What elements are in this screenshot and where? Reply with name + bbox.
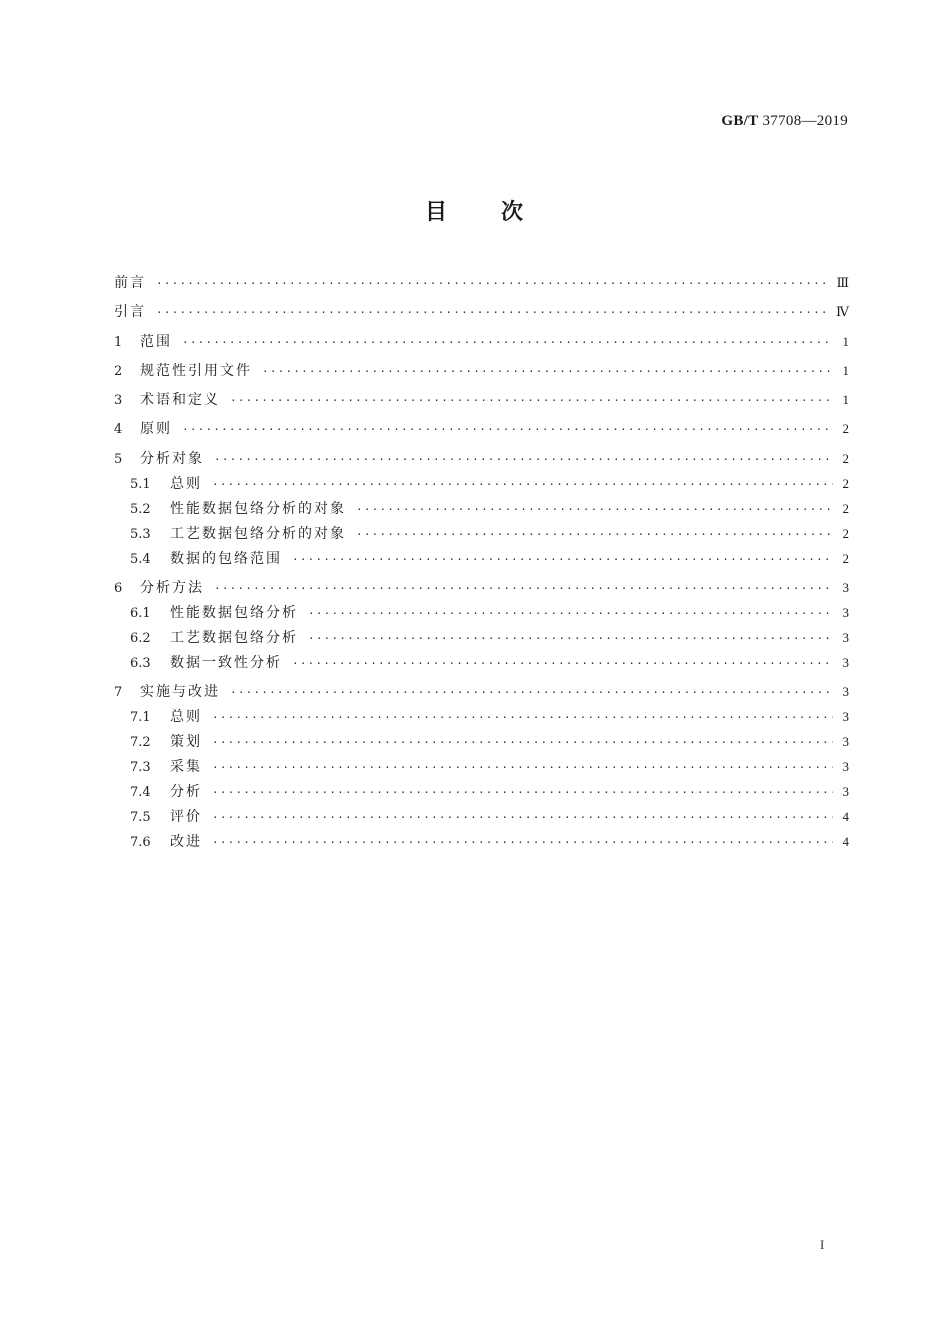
toc-entry-number: 7.1: [130, 710, 151, 726]
dot-leader: [308, 601, 833, 626]
toc-entry-number: 5.1: [130, 476, 151, 492]
toc-entry-number: 2: [114, 363, 123, 379]
page-title: [0, 195, 950, 226]
toc-entry-page: 2: [842, 525, 849, 541]
dot-leader: [156, 271, 828, 296]
dot-leader: [308, 626, 833, 651]
dot-leader: [292, 651, 833, 676]
toc-entry-number: 7.3: [130, 760, 151, 776]
toc-entry-page: 1: [842, 362, 849, 378]
toc-entry[interactable]: [114, 329, 849, 354]
toc-entry-number: 6.3: [130, 656, 151, 672]
toc-entry-page: 2: [842, 550, 849, 566]
toc-entry[interactable]: [114, 471, 849, 496]
toc-entry-number: 6.1: [130, 606, 151, 622]
toc-entry-label: 评价: [170, 809, 202, 826]
toc-entry-label: 策划: [170, 734, 202, 751]
toc-entry-label: 规范性引用文件: [140, 362, 252, 379]
toc-entry[interactable]: [114, 779, 849, 804]
toc-entry-number: 5.4: [130, 551, 151, 567]
dot-leader: [230, 680, 833, 705]
toc-entry-label: 性能数据包络分析的对象: [170, 500, 346, 517]
dot-leader: [156, 300, 828, 325]
toc-entry-page: 3: [842, 784, 849, 800]
toc-entry-number: 5: [114, 451, 123, 467]
toc-entry-number: 5.3: [130, 526, 151, 542]
toc-entry-label: 范围: [140, 333, 172, 350]
toc-entry-page: 3: [842, 734, 849, 750]
toc-entry-page: 3: [842, 580, 849, 596]
toc-entry-number: 1: [114, 334, 123, 350]
toc-entry[interactable]: [114, 270, 849, 295]
toc-entry[interactable]: [114, 704, 849, 729]
toc-entry-label: 总则: [170, 709, 202, 726]
toc-entry-page: 3: [842, 684, 849, 700]
toc-entry[interactable]: [114, 625, 849, 650]
toc-entry-page: 2: [842, 475, 849, 491]
toc-entry-label: 分析方法: [140, 580, 204, 597]
dot-leader: [262, 359, 833, 384]
dot-leader: [212, 705, 833, 730]
dot-leader: [212, 830, 833, 855]
standard-prefix: GB/T: [721, 113, 759, 129]
toc-entry-page: 3: [842, 655, 849, 671]
dot-leader: [356, 522, 833, 547]
toc-entry-page: Ⅲ: [836, 275, 849, 290]
toc-entry-label: 分析对象: [140, 450, 204, 467]
toc-entry-page: 1: [842, 333, 849, 349]
toc-entry-page: 4: [842, 834, 849, 850]
toc-entry-page: Ⅳ: [836, 304, 849, 320]
standard-number: [721, 113, 848, 130]
toc-entry[interactable]: [114, 804, 849, 829]
toc-entry-label: 采集: [170, 759, 202, 776]
toc-entry-page: 1: [842, 392, 849, 408]
toc-entry[interactable]: [114, 446, 849, 471]
table-of-contents: [114, 270, 849, 854]
toc-entry[interactable]: [114, 650, 849, 675]
title-char-1: 目: [424, 200, 449, 225]
footer-page-number: I: [820, 1237, 825, 1252]
toc-entry-number: 3: [114, 393, 123, 409]
toc-entry-label: 总则: [170, 475, 202, 492]
toc-entry-label: 改进: [170, 834, 202, 851]
toc-entry-number: 4: [114, 422, 123, 438]
toc-entry[interactable]: [114, 299, 849, 324]
title-char-2: 次: [501, 200, 526, 225]
dot-leader: [182, 417, 833, 442]
toc-entry-label: 原则: [140, 421, 172, 438]
toc-entry-label: 前言: [114, 275, 146, 291]
toc-entry-label: 实施与改进: [140, 684, 220, 701]
dot-leader: [292, 547, 833, 572]
toc-entry-page: 3: [842, 605, 849, 621]
toc-entry-label: 术语和定义: [140, 392, 220, 409]
toc-entry-label: 工艺数据包络分析的对象: [170, 525, 346, 542]
toc-entry-number: 7.6: [130, 835, 151, 851]
toc-entry-label: 性能数据包络分析: [170, 605, 298, 622]
toc-entry-label: 数据的包络范围: [170, 550, 282, 567]
toc-entry[interactable]: [114, 754, 849, 779]
toc-entry-page: 3: [842, 709, 849, 725]
toc-entry-number: 7.4: [130, 785, 151, 801]
toc-entry-number: 7.2: [130, 735, 151, 751]
toc-entry-page: 3: [842, 630, 849, 646]
toc-entry-number: 7: [114, 685, 123, 701]
toc-entry[interactable]: [114, 521, 849, 546]
toc-entry[interactable]: [114, 416, 849, 441]
toc-entry-page: 2: [842, 500, 849, 516]
dot-leader: [212, 472, 833, 497]
toc-entry[interactable]: [114, 829, 849, 854]
toc-entry-label: 数据一致性分析: [170, 655, 282, 672]
dot-leader: [356, 497, 833, 522]
dot-leader: [214, 576, 833, 601]
toc-entry[interactable]: [114, 729, 849, 754]
toc-entry[interactable]: [114, 387, 849, 412]
toc-entry[interactable]: [114, 358, 849, 383]
toc-entry-page: 2: [842, 450, 849, 466]
toc-entry-number: 7.5: [130, 810, 151, 826]
toc-entry-number: 6.2: [130, 631, 151, 647]
dot-leader: [212, 755, 833, 780]
toc-entry-label: 引言: [114, 304, 146, 321]
dot-leader: [230, 388, 833, 413]
standard-code: 37708—2019: [762, 113, 848, 129]
toc-entry-page: 2: [842, 421, 849, 437]
toc-entry-label: 分析: [170, 784, 202, 801]
toc-entry[interactable]: [114, 546, 849, 571]
dot-leader: [212, 780, 833, 805]
toc-entry-page: 4: [842, 809, 849, 825]
dot-leader: [212, 730, 833, 755]
toc-entry[interactable]: [114, 600, 849, 625]
dot-leader: [212, 805, 833, 830]
dot-leader: [182, 330, 833, 355]
toc-entry[interactable]: [114, 679, 849, 704]
toc-entry[interactable]: [114, 496, 849, 521]
toc-entry-page: 3: [842, 759, 849, 775]
dot-leader: [214, 447, 833, 472]
toc-entry-number: 6: [114, 581, 123, 597]
toc-entry-number: 5.2: [130, 501, 151, 517]
toc-entry-label: 工艺数据包络分析: [170, 630, 298, 647]
toc-entry[interactable]: [114, 575, 849, 600]
